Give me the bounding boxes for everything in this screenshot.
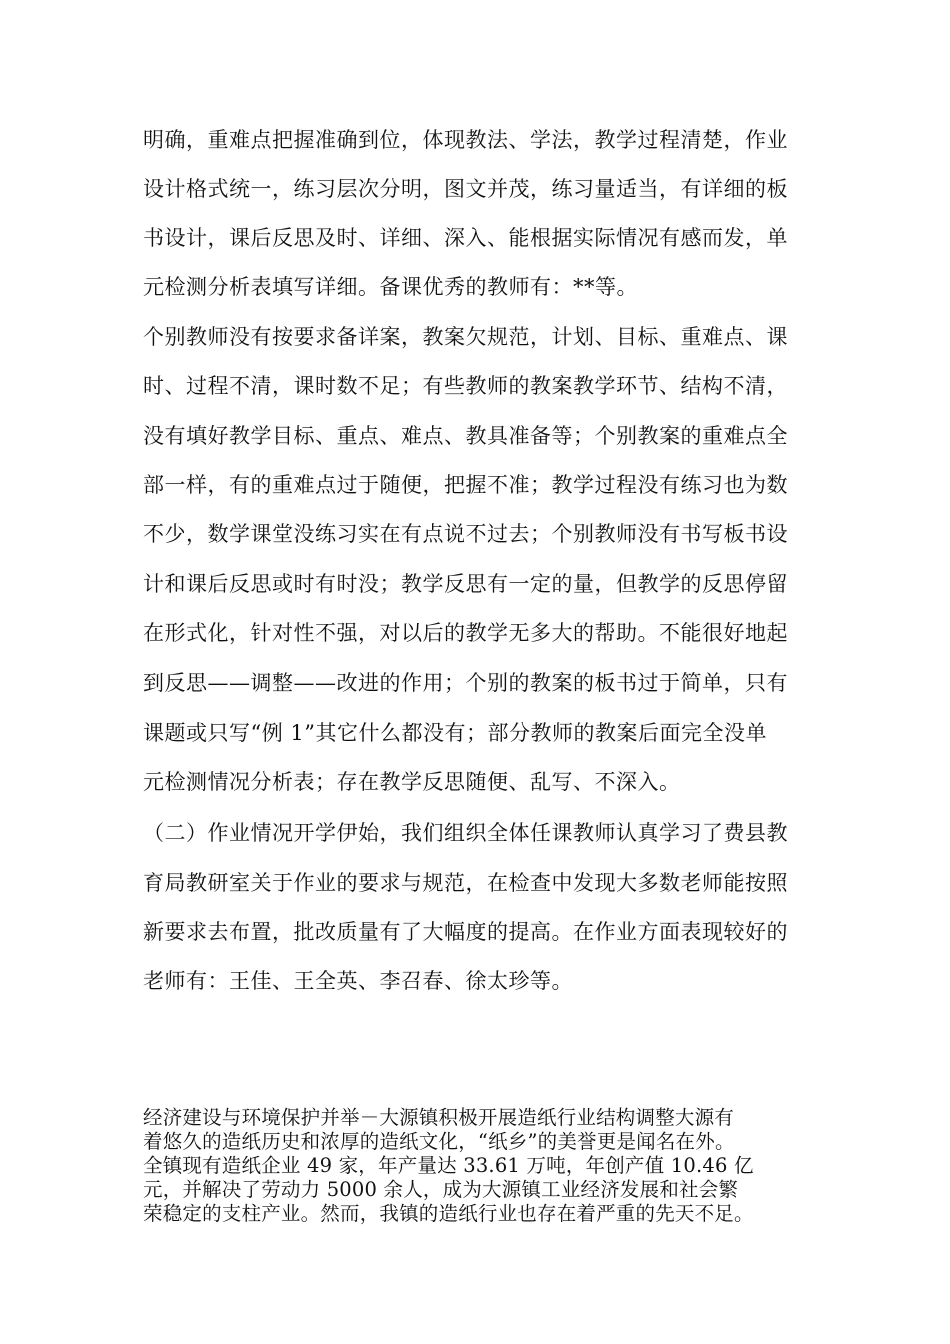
text-line: 全镇现有造纸企业 49 家，年产量达 33.61 万吨，年创产值 10.46 亿 — [143, 1154, 754, 1177]
text-line: 元，并解决了劳动力 5000 余人，成为大源镇工业经济发展和社会繁 — [143, 1178, 739, 1201]
text-line: 计和课后反思或时有时没；教学反思有一定的量，但教学的反思停留 — [143, 572, 788, 596]
text-line: 老师有：王佳、王全英、李召春、徐太珍等。 — [143, 969, 573, 993]
text-line: 时、过程不清，课时数不足；有些教师的教案教学环节、结构不清， — [143, 374, 788, 398]
text-line: 不少，数学课堂没练习实在有点说不过去；个别教师没有书写板书设 — [143, 522, 788, 546]
text-line: 书设计，课后反思及时、详细、深入、能根据实际情况有感而发，单 — [143, 226, 788, 250]
text-line: 元检测分析表填写详细。备课优秀的教师有：**等。 — [143, 275, 638, 299]
text-line: 育局教研室关于作业的要求与规范，在检查中发现大多数老师能按照 — [143, 871, 788, 895]
text-line: 明确，重难点把握准确到位，体现教法、学法，教学过程清楚，作业 — [143, 128, 788, 152]
text-line: 没有填好教学目标、重点、难点、教具准备等；个别教案的重难点全 — [143, 424, 788, 448]
text-line: 个别教师没有按要求备详案，教案欠规范，计划、目标、重难点、课 — [143, 325, 788, 349]
text-line: 新要求去布置，批改质量有了大幅度的提高。在作业方面表现较好的 — [143, 920, 788, 944]
text-line: 设计格式统一，练习层次分明，图文并茂，练习量适当，有详细的板 — [143, 177, 788, 201]
text-line: 在形式化，针对性不强，对以后的教学无多大的帮助。不能很好地起 — [143, 621, 788, 645]
text-line: 荣稳定的支柱产业。然而，我镇的造纸行业也存在着严重的先天不足。 — [143, 1202, 754, 1225]
text-line: 元检测情况分析表；存在教学反思随便、乱写、不深入。 — [143, 770, 681, 794]
text-line: （二）作业情况开学伊始，我们组织全体任课教师认真学习了费县教 — [143, 821, 788, 845]
text-line: 课题或只写“例 1”其它什么都没有；部分教师的教案后面完全没单 — [143, 721, 768, 745]
text-line: 经济建设与环境保护并举－大源镇积极开展造纸行业结构调整大源有 — [143, 1106, 735, 1129]
text-line: 部一样，有的重难点过于随便，把握不准；教学过程没有练习也为数 — [143, 473, 788, 497]
text-line: 到反思——调整——改进的作用；个别的教案的板书过于简单，只有 — [143, 671, 788, 695]
text-line: 着悠久的造纸历史和浓厚的造纸文化，“纸乡”的美誉更是闻名在外。 — [143, 1130, 735, 1153]
